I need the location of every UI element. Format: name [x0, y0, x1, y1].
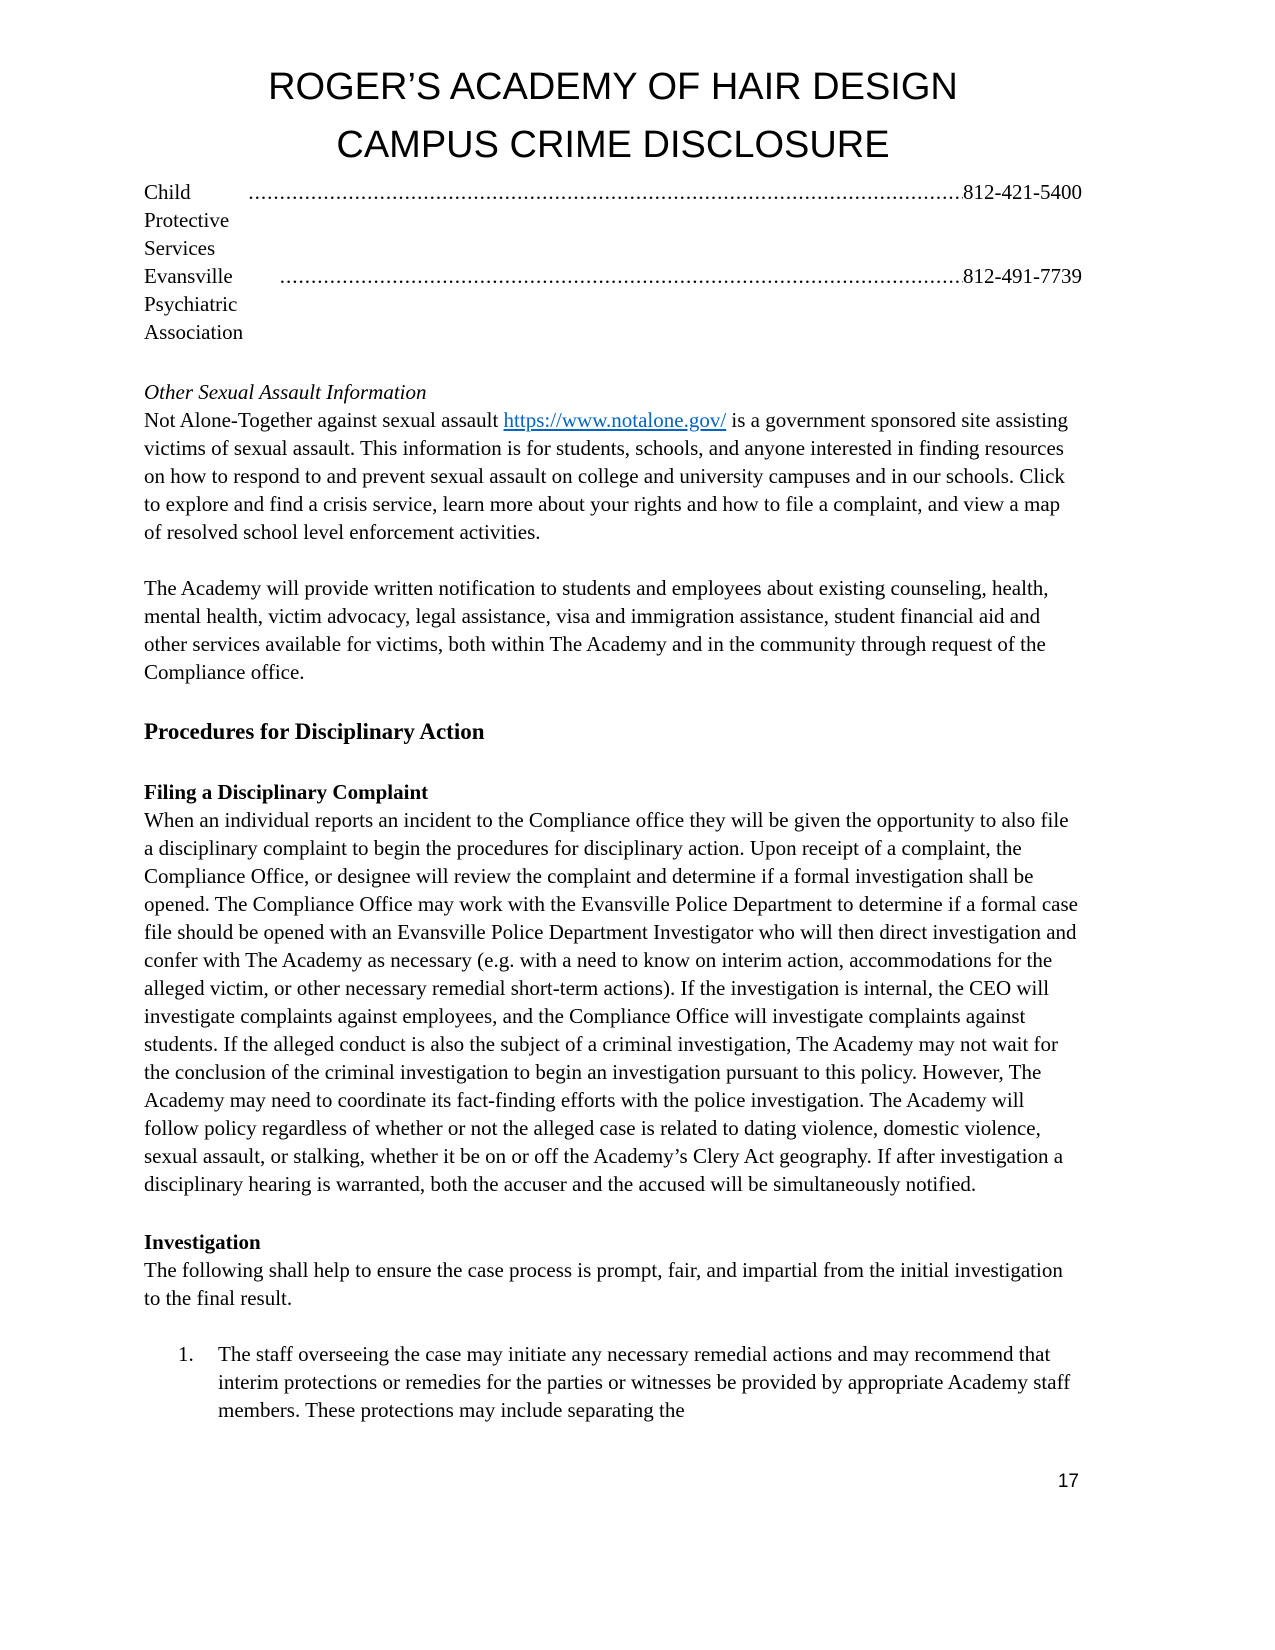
document-title: [144, 58, 1082, 174]
directory-label: Child Protective Services: [144, 180, 230, 260]
dotted-leader: [280, 262, 963, 290]
directory-label: Evansville Psychiatric Association: [144, 264, 244, 344]
paragraph-investigation-intro: The following shall help to ensure the case process is prompt, fair, and impartial from the initial investigation to the final result.: [144, 1258, 1063, 1310]
heading-procedures-for-disciplinary-action: Procedures for Disciplinary Action: [144, 719, 485, 744]
page-number: 17: [1057, 1471, 1079, 1492]
phone-directory: [144, 178, 1082, 346]
directory-row-child-protective-services: [144, 178, 1082, 262]
investigation-numbered-list: [144, 1340, 1082, 1424]
directory-phone: 812-491-7739: [963, 264, 1082, 288]
directory-row-evansville-psychiatric: [144, 262, 1082, 346]
heading-investigation: Investigation: [144, 1230, 261, 1254]
document-title-line1: ROGER’S ACADEMY OF HAIR DESIGN: [268, 66, 958, 108]
not-alone-text-after-link: is a government sponsored site assisting victims of sexual assault. This information is for students, schools, and anyone interested in finding resources on how to respond to and prevent sexual assault on college and university campuses and in our schools. Click to explore and find a crisis service, learn more about your rights and how to file a complaint, and view a map of resolved school level enforcement activities.: [144, 408, 1068, 544]
heading-filing-a-disciplinary-complaint: Filing a Disciplinary Complaint: [144, 780, 429, 804]
paragraph-not-alone: [144, 406, 1082, 546]
directory-phone: 812-421-5400: [963, 180, 1082, 204]
paragraph-filing-complaint-body: When an individual reports an incident to the Compliance office they will be given the opportunity to also file a disciplinary complaint to begin the procedures for disciplinary action. Upon receipt of a complaint, the Compliance Office, or designee will review the complaint and determine if a formal investigation shall be opened. The Compliance Office may work with the Evansville Police Department to determine if a formal case file should be opened with an Evansville Police Department Investigator who will then direct investigation and confer with The Academy as necessary (e.g. with a need to know on interim action, accommodations for the alleged victim, or other necessary remedial short-term actions). If the investigation is internal, the CEO will investigate complaints against employees, and the Compliance Office will investigate complaints against students. If the alleged conduct is also the subject of a criminal investigation, The Academy may not wait for the conclusion of the criminal investigation to begin an investigation pursuant to this policy. However, The Academy may need to coordinate its fact-finding efforts with the police investigation. The Academy will follow policy regardless of whether or not the alleged case is related to dating violence, domestic violence, sexual assault, or stalking, whether it be on or off the Academy’s Clery Act geography. If after investigation a disciplinary hearing is warranted, both the accuser and the accused will be simultaneously notified.: [144, 808, 1078, 1196]
list-item-text: The staff overseeing the case may initiate any necessary remedial actions and may recommend that interim protections or remedies for the parties or witnesses be provided by appropriate Academy staff members. These protections may include separating the: [218, 1342, 1071, 1422]
list-item: [178, 1340, 1082, 1424]
paragraph-academy-notification: The Academy will provide written notification to students and employees about existing counseling, health, mental health, victim advocacy, legal assistance, visa and immigration assistance, student financial aid and other services available for victims, both within The Academy and in the community through request of the Compliance office.: [144, 576, 1049, 684]
document-title-line2: CAMPUS CRIME DISCLOSURE: [336, 124, 890, 166]
list-item-number: 1.: [178, 1342, 194, 1366]
notalone-gov-link[interactable]: https://www.notalone.gov/: [503, 408, 727, 432]
not-alone-text-before-link: Not Alone-Together against sexual assault: [144, 408, 504, 432]
dotted-leader: [248, 178, 963, 206]
heading-other-sexual-assault-information: Other Sexual Assault Information: [144, 380, 427, 404]
